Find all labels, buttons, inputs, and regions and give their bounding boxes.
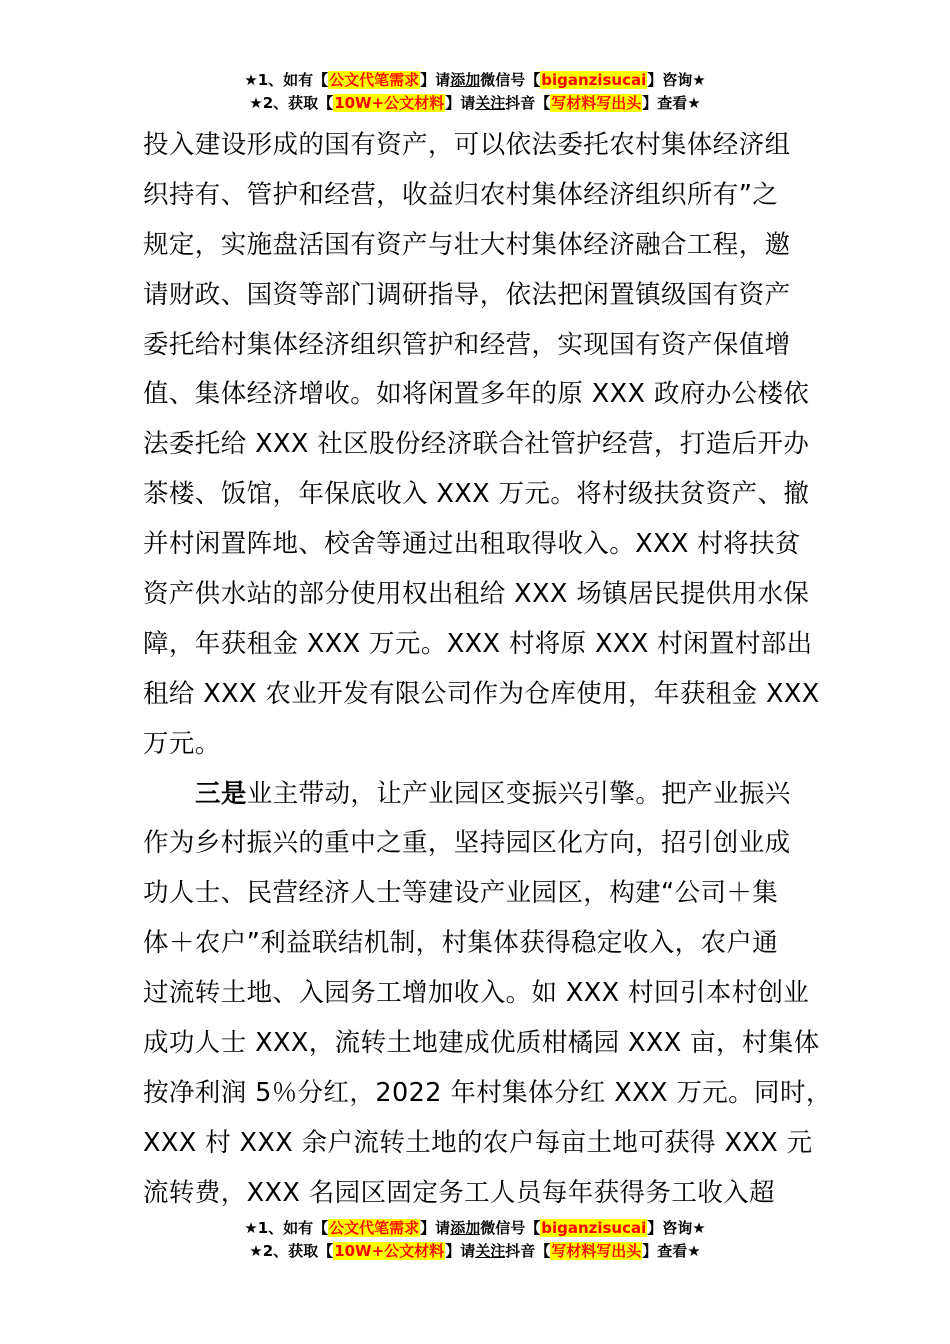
text-line: 法委托给 XXX 社区股份经济联合社管护经营，打造后开办 bbox=[143, 429, 810, 460]
text-line: XXX 村 XXX 余户流转土地的农户每亩土地可获得 XXX 元 bbox=[143, 1127, 813, 1158]
text-line: 租给 XXX 农业开发有限公司作为仓库使用，年获租金 XXX bbox=[143, 678, 820, 709]
text-line: 功人士、民营经济人士等建设产业园区，构建“公司＋集 bbox=[143, 878, 779, 909]
text-line: 资产供水站的部分使用权出租给 XXX 场镇居民提供用水保 bbox=[143, 579, 810, 610]
text-line: 委托给村集体经济组织管护和经营，实现国有资产保值增 bbox=[143, 329, 791, 360]
promo-line-2: ★2、获取【10W+公文材料】请关注抖音【写材料写出头】查看★ bbox=[249, 94, 701, 112]
promo-line-2: ★2、获取【10W+公文材料】请关注抖音【写材料写出头】查看★ bbox=[249, 1242, 701, 1260]
douyin-account: 写材料写出头 bbox=[551, 1242, 642, 1260]
text-line: 并村闲置阵地、校舍等通过出租取得收入。XXX 村将扶贫 bbox=[143, 529, 801, 560]
douyin-account: 写材料写出头 bbox=[551, 94, 642, 112]
text-line: 万元。 bbox=[143, 728, 221, 759]
promo-line-1: ★1、如有【公文代笔需求】请添加微信号【biganzisucai】咨询★ bbox=[244, 1219, 706, 1237]
promo-highlight: 公文代笔需求 bbox=[329, 71, 420, 89]
text-line: 过流转土地、入园务工增加收入。如 XXX 村回引本村创业 bbox=[143, 978, 810, 1009]
promo-banner-top bbox=[0, 69, 950, 115]
wechat-id: biganzisucai bbox=[541, 1219, 647, 1237]
promo-highlight: 10W+公文材料 bbox=[334, 1242, 445, 1260]
text-line: 作为乡村振兴的重中之重，坚持园区化方向，招引创业成 bbox=[143, 828, 791, 859]
paragraph-lead: 三是 bbox=[195, 778, 247, 809]
text-line: 织持有、管护和经营，收益归农村集体经济组织所有”之 bbox=[143, 179, 779, 210]
promo-highlight: 10W+公文材料 bbox=[334, 94, 445, 112]
text-line: 体＋农户”利益联结机制，村集体获得稳定收入，农户通 bbox=[143, 928, 779, 959]
document-body bbox=[143, 121, 832, 1219]
promo-banner-bottom bbox=[0, 1217, 950, 1263]
text-line: 障，年获租金 XXX 万元。XXX 村将原 XXX 村闲置村部出 bbox=[143, 628, 813, 659]
text-line: 茶楼、饭馆，年保底收入 XXX 万元。将村级扶贫资产、撤 bbox=[143, 479, 810, 510]
text-line: 规定，实施盘活国有资产与壮大村集体经济融合工程，邀 bbox=[143, 229, 791, 260]
promo-line-1: ★1、如有【公文代笔需求】请添加微信号【biganzisucai】咨询★ bbox=[244, 71, 706, 89]
text-line: 值、集体经济增收。如将闲置多年的原 XXX 政府办公楼依 bbox=[143, 379, 810, 410]
paragraph-lead-line: 三是业主带动，让产业园区变振兴引擎。把产业振兴 bbox=[195, 778, 791, 809]
text-line: 成功人士 XXX，流转土地建成优质柑橘园 XXX 亩，村集体 bbox=[143, 1028, 820, 1059]
text-line: 请财政、国资等部门调研指导，依法把闲置镇级国有资产 bbox=[143, 279, 791, 310]
wechat-id: biganzisucai bbox=[541, 71, 647, 89]
text-line: 投入建设形成的国有资产，可以依法委托农村集体经济组 bbox=[143, 130, 791, 160]
text-line: 流转费，XXX 名园区固定务工人员每年获得务工收入超 bbox=[143, 1177, 775, 1208]
promo-highlight: 公文代笔需求 bbox=[329, 1219, 420, 1237]
text-line: 按净利润 5％分红，2022 年村集体分红 XXX 万元。同时， bbox=[143, 1077, 832, 1108]
